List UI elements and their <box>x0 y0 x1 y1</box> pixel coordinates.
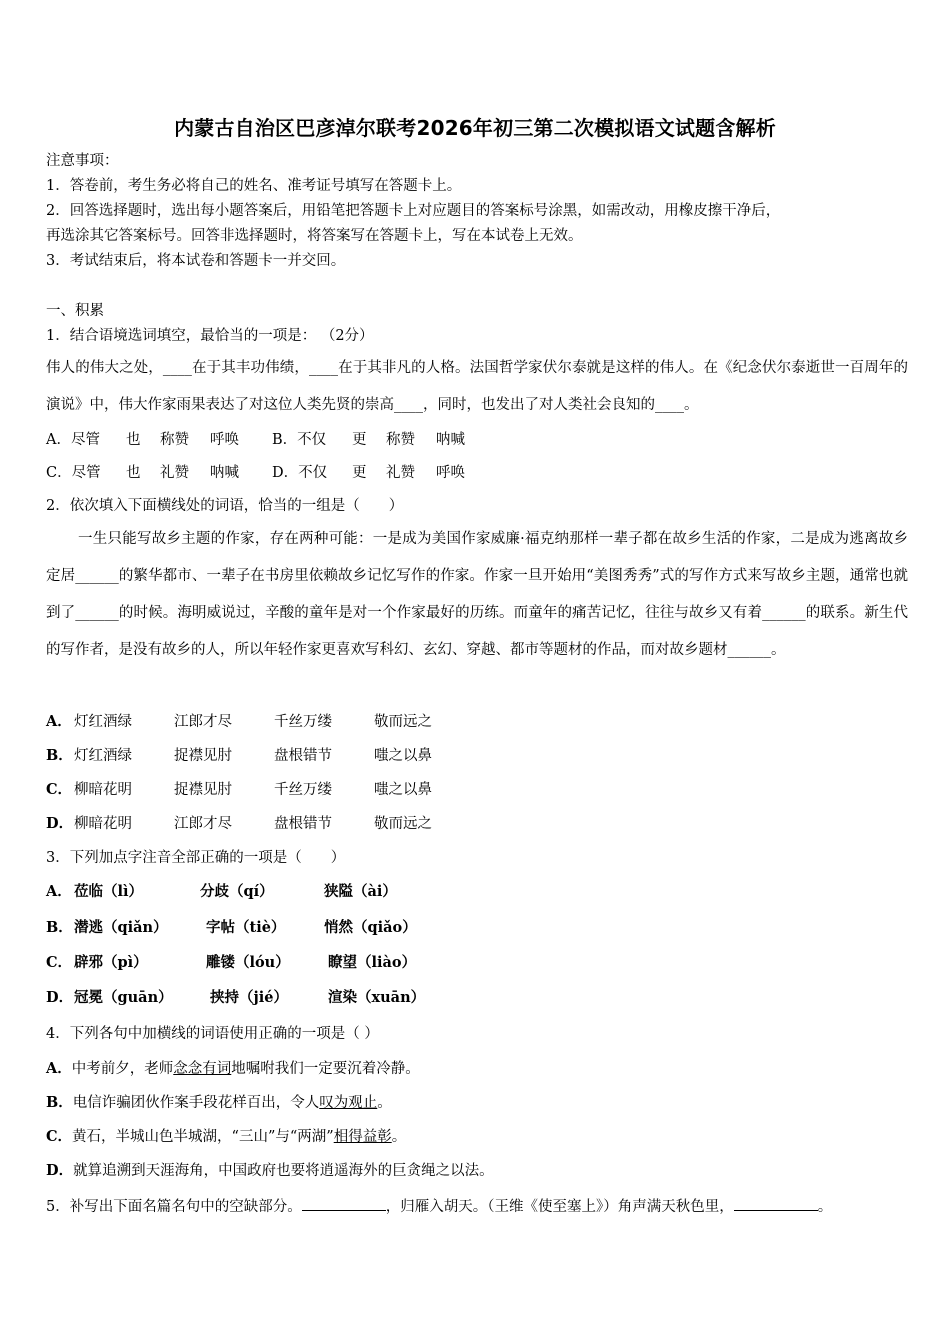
underlined-term: 念念有词 <box>173 1061 232 1077</box>
option-text: 灯红酒绿 <box>74 714 132 730</box>
option-text: 分歧（qí） <box>200 883 274 900</box>
option-text: 礼赞 <box>160 465 189 481</box>
option-text: 礼赞 <box>386 465 415 481</box>
option-label: B． <box>46 1094 73 1111</box>
option-text: 辟邪（pì） <box>74 954 148 971</box>
question-4-option <box>46 1059 420 1079</box>
option-text: 呐喊 <box>210 465 239 481</box>
option-text: 千丝万缕 <box>274 714 332 730</box>
option-text: 柳暗花明 <box>74 782 132 798</box>
option-text: 灯红酒绿 <box>74 748 132 764</box>
option-text: 莅临（lì） <box>74 883 144 900</box>
notice-item: 1．答卷前，考生务必将自己的姓名、准考证号填写在答题卡上。 <box>46 178 462 194</box>
option-label: C． <box>46 781 73 798</box>
option-text: 更 <box>352 465 367 481</box>
section-heading: 一、积累 <box>46 303 104 319</box>
option-text: 敬而远之 <box>374 714 432 730</box>
option-text: 电信诈骗团伙作案手段花样百出，令人 <box>72 1095 320 1111</box>
question-1-options-row <box>46 463 465 483</box>
option-text: 江郎才尽 <box>174 816 232 832</box>
question-5 <box>46 1196 832 1217</box>
option-text: 挟持（jié） <box>210 989 288 1006</box>
option-text: D．不仅 <box>272 465 328 481</box>
question-3-option <box>46 988 425 1008</box>
option-text: 冠冕（guān） <box>74 989 173 1006</box>
option-text: 江郎才尽 <box>174 714 232 730</box>
question-1-options-row <box>46 430 465 450</box>
option-label: D． <box>46 1162 74 1179</box>
option-text: 呼唤 <box>436 465 465 481</box>
answer-blank <box>734 1196 818 1211</box>
option-text: 敬而远之 <box>374 816 432 832</box>
option-label: B． <box>46 919 73 936</box>
option-text: 中考前夕，老师 <box>71 1061 174 1077</box>
question-3-stem: 3．下列加点字注音全部正确的一项是（ ） <box>46 850 346 866</box>
option-text: 瞭望（liào） <box>328 954 417 971</box>
question-4-stem: 4．下列各句中加横线的词语使用正确的一项是（ ） <box>46 1026 379 1042</box>
option-text: 盘根错节 <box>274 748 332 764</box>
option-text: 狭隘（ài） <box>324 883 397 900</box>
question-1-stem: 1．结合语境选词填空，最恰当的一项是： （2分） <box>46 328 374 344</box>
question-3-option <box>46 953 416 973</box>
question-2-option <box>46 780 432 800</box>
option-text: 盘根错节 <box>274 816 332 832</box>
option-label: A． <box>46 1060 72 1077</box>
question-2-option <box>46 746 432 766</box>
option-text: 也 <box>126 465 141 481</box>
option-label: D． <box>46 815 74 832</box>
option-label: D． <box>46 989 74 1006</box>
question-2-stem: 2．依次填入下面横线处的词语，恰当的一组是（ ） <box>46 498 404 514</box>
notice-heading: 注意事项： <box>46 153 119 169</box>
option-text: 更 <box>352 432 367 448</box>
question-5-text: ，归雁入胡天。（王维《使至塞上》）角声满天秋色里， <box>385 1199 734 1215</box>
option-text: 。 <box>377 1095 392 1111</box>
option-text: 千丝万缕 <box>274 782 332 798</box>
option-text: 地嘱咐我们一定要沉着冷静。 <box>231 1061 420 1077</box>
question-4-option <box>46 1093 392 1113</box>
option-label: C． <box>46 954 73 971</box>
option-label: A． <box>46 883 72 900</box>
option-label: A． <box>46 713 72 730</box>
option-text: 柳暗花明 <box>74 816 132 832</box>
option-text: 渲染（xuān） <box>328 989 426 1006</box>
option-text: 悄然（qiǎo） <box>324 919 417 936</box>
option-text: 雕镂（lóu） <box>206 954 290 971</box>
option-text: 呐喊 <box>436 432 465 448</box>
option-text: 呼唤 <box>210 432 239 448</box>
question-2-option <box>46 814 432 834</box>
underlined-term: 相得益彰 <box>333 1129 392 1145</box>
page-title: 内蒙古自治区巴彦淖尔联考2026年初三第二次模拟语文试题含解析 <box>174 116 776 140</box>
option-text: C．尽管 <box>46 465 101 481</box>
question-2-option <box>46 712 432 732</box>
option-text: 潜逃（qiǎn） <box>74 919 168 936</box>
question-3-option <box>46 882 397 902</box>
question-4-option <box>46 1127 406 1147</box>
question-4-option <box>46 1161 494 1181</box>
option-text: 。 <box>391 1129 407 1145</box>
question-5-stem: 5．补写出下面名篇名句中的空缺部分。 <box>46 1199 302 1215</box>
option-text: 捉襟见肘 <box>174 748 232 764</box>
option-text: B．不仅 <box>272 432 327 448</box>
option-text: 黄石，半城山色半城湖，“三山”与“两湖” <box>72 1129 334 1145</box>
option-text: 称赞 <box>160 432 189 448</box>
question-1-text: 伟人的伟大之处，____在于其丰功伟绩，____在于其非凡的人格。法国哲学家伏尔泰就是这样的伟人。在《纪念伏尔泰逝世一百周年的演说》中，伟大作家雨果表达了对这位人类先贤的崇高____，同时，也发出了对人类社会良知的____。 <box>46 360 908 413</box>
question-5-end: 。 <box>817 1199 833 1215</box>
option-label: C． <box>46 1128 73 1145</box>
answer-blank <box>302 1196 386 1211</box>
option-text: 就算追溯到天涯海角，中国政府也要将逍遥海外的巨贪绳之以法。 <box>73 1163 494 1179</box>
option-text: 嗤之以鼻 <box>374 748 432 764</box>
option-text: 嗤之以鼻 <box>374 782 432 798</box>
question-2-text: 一生只能写故乡主题的作家，存在两种可能：一是成为美国作家威廉·福克纳那样一辈子都在故乡生活的作家，二是成为逃离故乡定居______的繁华都市、一辈子在书房里依赖故乡记忆写作的作家。作家一旦开始用“美图秀秀”式的写作方式来写故乡主题，通常也就到了______的时候。海明威说过，辛酸的童年是对一个作家最好的历练。而童年的痛苦记忆，往往与故乡又有着______的联系。新生代的写作者，是没有故乡的人，所以年轻作家更喜欢写科幻、玄幻、穿越、都市等题材的作品，而对故乡题材______。 <box>46 531 908 658</box>
option-text: 字帖（tiè） <box>206 919 286 936</box>
option-label: B． <box>46 747 73 764</box>
notice-item: 3．考试结束后，将本试卷和答题卡一并交回。 <box>46 253 346 269</box>
notice-item: 再选涂其它答案标号。回答非选择题时，将答案写在答题卡上，写在本试卷上无效。 <box>46 228 583 244</box>
option-text: 也 <box>126 432 141 448</box>
option-text: 捉襟见肘 <box>174 782 232 798</box>
option-text: A．尽管 <box>46 432 100 448</box>
notice-item: 2．回答选择题时，选出每小题答案后，用铅笔把答题卡上对应题目的答案标号涂黑，如需改动，用橡皮擦干净后， <box>46 203 781 219</box>
underlined-term: 叹为观止 <box>319 1095 378 1111</box>
option-text: 称赞 <box>386 432 415 448</box>
question-3-option <box>46 918 417 938</box>
